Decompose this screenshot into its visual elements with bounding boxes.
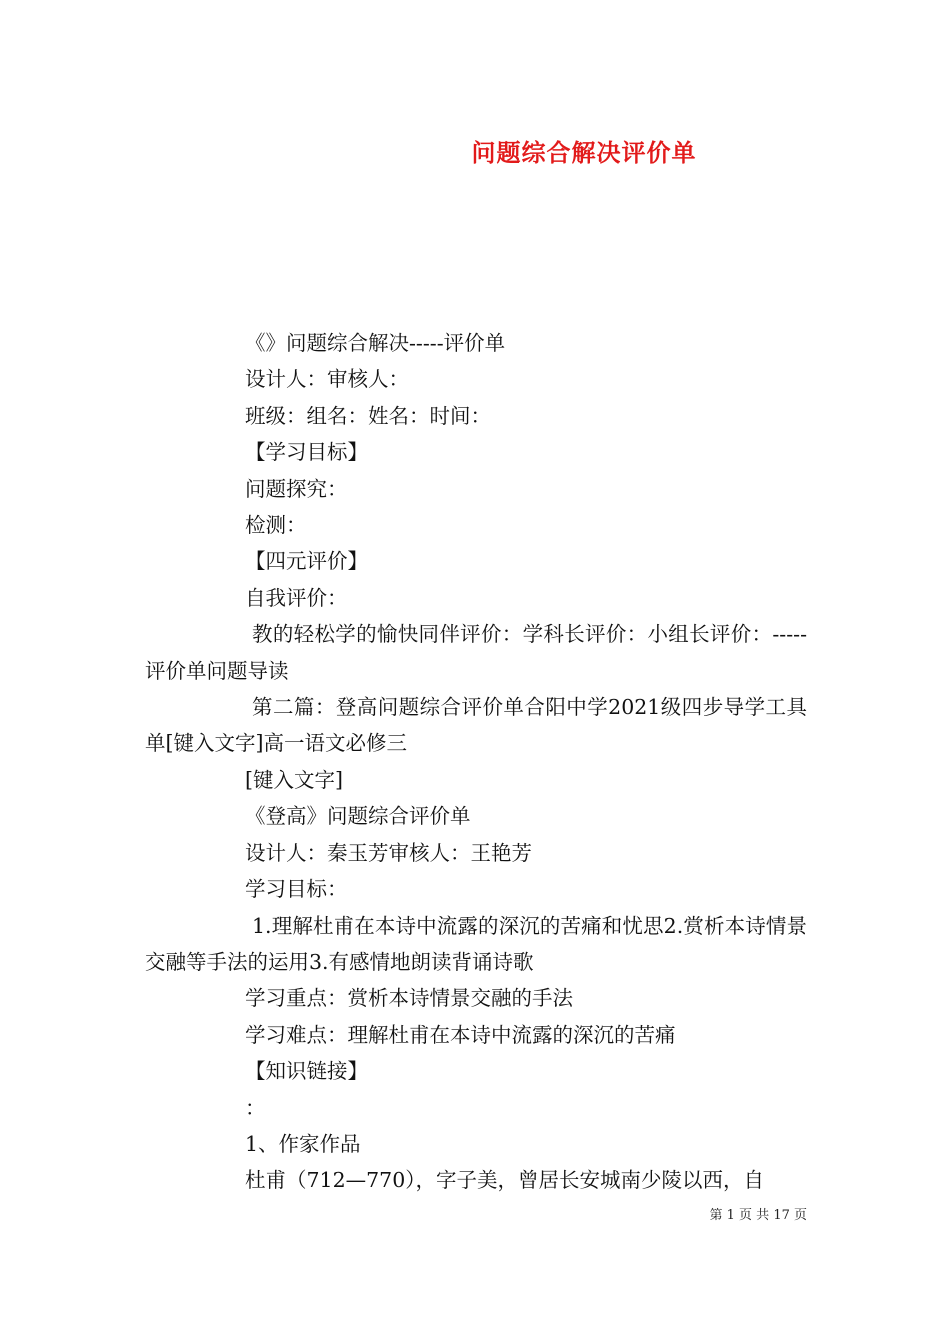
document-title: 问题综合解决评价单 xyxy=(471,138,697,167)
text-line: 杜甫（712—770），字子美，曾居长安城南少陵以西，自 xyxy=(245,1168,765,1193)
text-line: 设计人：秦玉芳审核人：王艳芳 xyxy=(245,840,532,865)
paragraph: 教的轻松学的愉快同伴评价：学科长评价：小组长评价：-----评价单问题导读 xyxy=(145,622,807,683)
text-line: [键入文字] xyxy=(245,767,343,792)
text-line: 学习目标： xyxy=(245,877,348,902)
text-line: 问题探究： xyxy=(245,476,348,501)
text-line: 【学习目标】 xyxy=(245,440,368,465)
page-footer: 第 1 页 共 17 页 xyxy=(709,1208,807,1223)
text-line: 【四元评价】 xyxy=(245,549,368,574)
text-line: 学习难点：理解杜甫在本诗中流露的深沉的苦痛 xyxy=(245,1022,676,1047)
document-body xyxy=(145,325,807,1199)
text-line: 班级：组名：姓名：时间： xyxy=(245,403,491,428)
text-line: 自我评价： xyxy=(245,585,348,610)
text-line: 1、作家作品 xyxy=(245,1131,361,1156)
text-line: 【知识链接】 xyxy=(245,1059,368,1084)
paragraph: 第二篇：登高问题综合评价单合阳中学2021级四步导学工具单[键入文字]高一语文必修三 xyxy=(145,695,807,756)
text-line: 学习重点：赏析本诗情景交融的手法 xyxy=(245,986,573,1011)
text-line: 设计人：审核人： xyxy=(245,367,409,392)
paragraph: 1.理解杜甫在本诗中流露的深沉的苦痛和忧思2.赏析本诗情景交融等手法的运用3.有感情地朗读背诵诗歌 xyxy=(145,913,807,974)
text-line: 《登高》问题综合评价单 xyxy=(245,804,471,829)
text-line: 《》问题综合解决-----评价单 xyxy=(245,331,506,355)
text-line: 检测： xyxy=(245,513,307,538)
text-line: ： xyxy=(245,1095,266,1120)
